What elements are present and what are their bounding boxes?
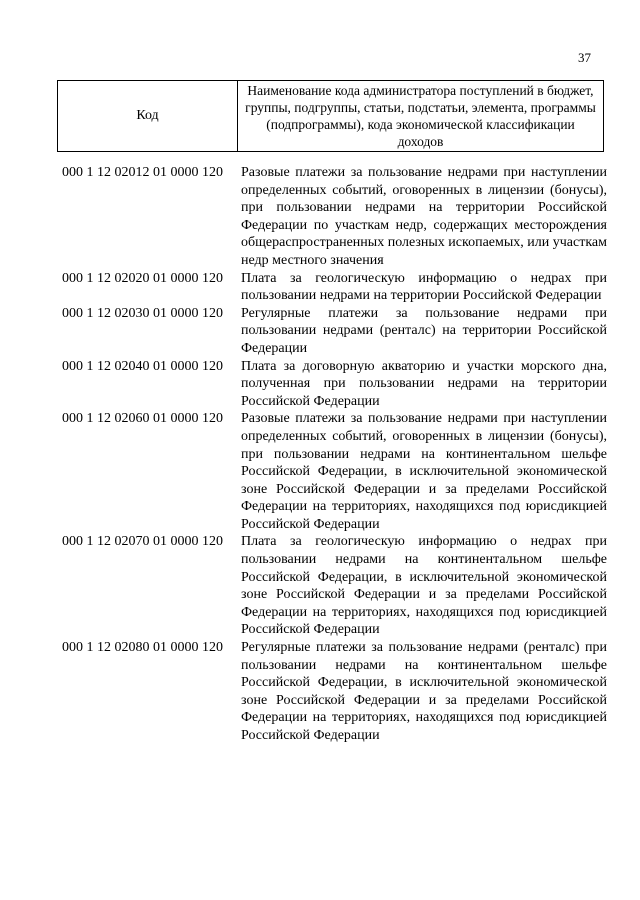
row-code: 000 1 12 02012 01 0000 120 xyxy=(62,165,223,180)
row-code: 000 1 12 02020 01 0000 120 xyxy=(62,270,223,286)
row-text: Разовые платежи за пользование недрами при наступлении определенных событий, оговоренных в лицензии (бонусы), при пользовании недрами на территории Российской Федерации по участкам недр, содержащих месторождения общераспространенных полезных ископаемых, или участкам недр местного значения xyxy=(241,165,608,268)
table-row xyxy=(62,164,607,270)
row-code: 000 1 12 02030 01 0000 120 xyxy=(62,305,223,321)
table-row xyxy=(62,410,607,533)
table-body xyxy=(62,164,607,745)
header-name-cell: Наименование кода администратора поступлений в бюджет, группы, подгруппы, статьи, подстатьи, элемента, программы (подпрограммы), кода экономической классификации доходов xyxy=(238,81,604,152)
header-code-cell: Код xyxy=(58,81,238,152)
row-text: Плата за геологическую информацию о недрах при пользовании недрами на территории Российской Федерации xyxy=(241,270,607,304)
table-row xyxy=(62,305,607,358)
row-text: Регулярные платежи за пользование недрами (ренталс) при пользовании недрами на континентальном шельфе Российской Федерации, в исключительной экономической зоне Российской Федерации и за пределами Российской Федерации на территориях, находящихся под юрисдикцией Российской Федерации xyxy=(241,640,607,743)
row-text: Плата за договорную акваторию и участки морского дна, полученная при пользовании недрами на территории Российской Федерации xyxy=(241,358,607,409)
row-code: 000 1 12 02070 01 0000 120 xyxy=(62,534,223,550)
row-code: 000 1 12 02080 01 0000 120 xyxy=(62,640,223,656)
table-row xyxy=(62,639,607,745)
row-text: Регулярные платежи за пользование недрами при пользовании недрами (ренталс) на территории Российской Федерации xyxy=(241,305,607,356)
table-row xyxy=(62,270,607,305)
table-row xyxy=(62,533,607,639)
row-code: 000 1 12 02040 01 0000 120 xyxy=(62,358,223,374)
row-code: 000 1 12 02060 01 0000 120 xyxy=(62,411,223,427)
row-text: Плата за геологическую информацию о недрах при пользовании недрами на континентальном шельфе Российской Федерации, в исключительной экономической зоне Российской Федерации и за пределами Российской Федерации на территориях, находящихся под юрисдикцией Российской Федерации xyxy=(241,534,607,638)
row-text: Разовые платежи за пользование недрами при наступлении определенных событий, оговоренных в лицензии (бонусы), при пользовании недрами на континентальном шельфе Российской Федерации, в исключительной экономической зоне Российской Федерации и за пределами Российской Федерации на территориях, находящихся под юрисдикцией Российской Федерации xyxy=(241,411,607,532)
page-number: 37 xyxy=(578,50,591,65)
table-row xyxy=(62,358,607,411)
table-header xyxy=(57,80,604,152)
